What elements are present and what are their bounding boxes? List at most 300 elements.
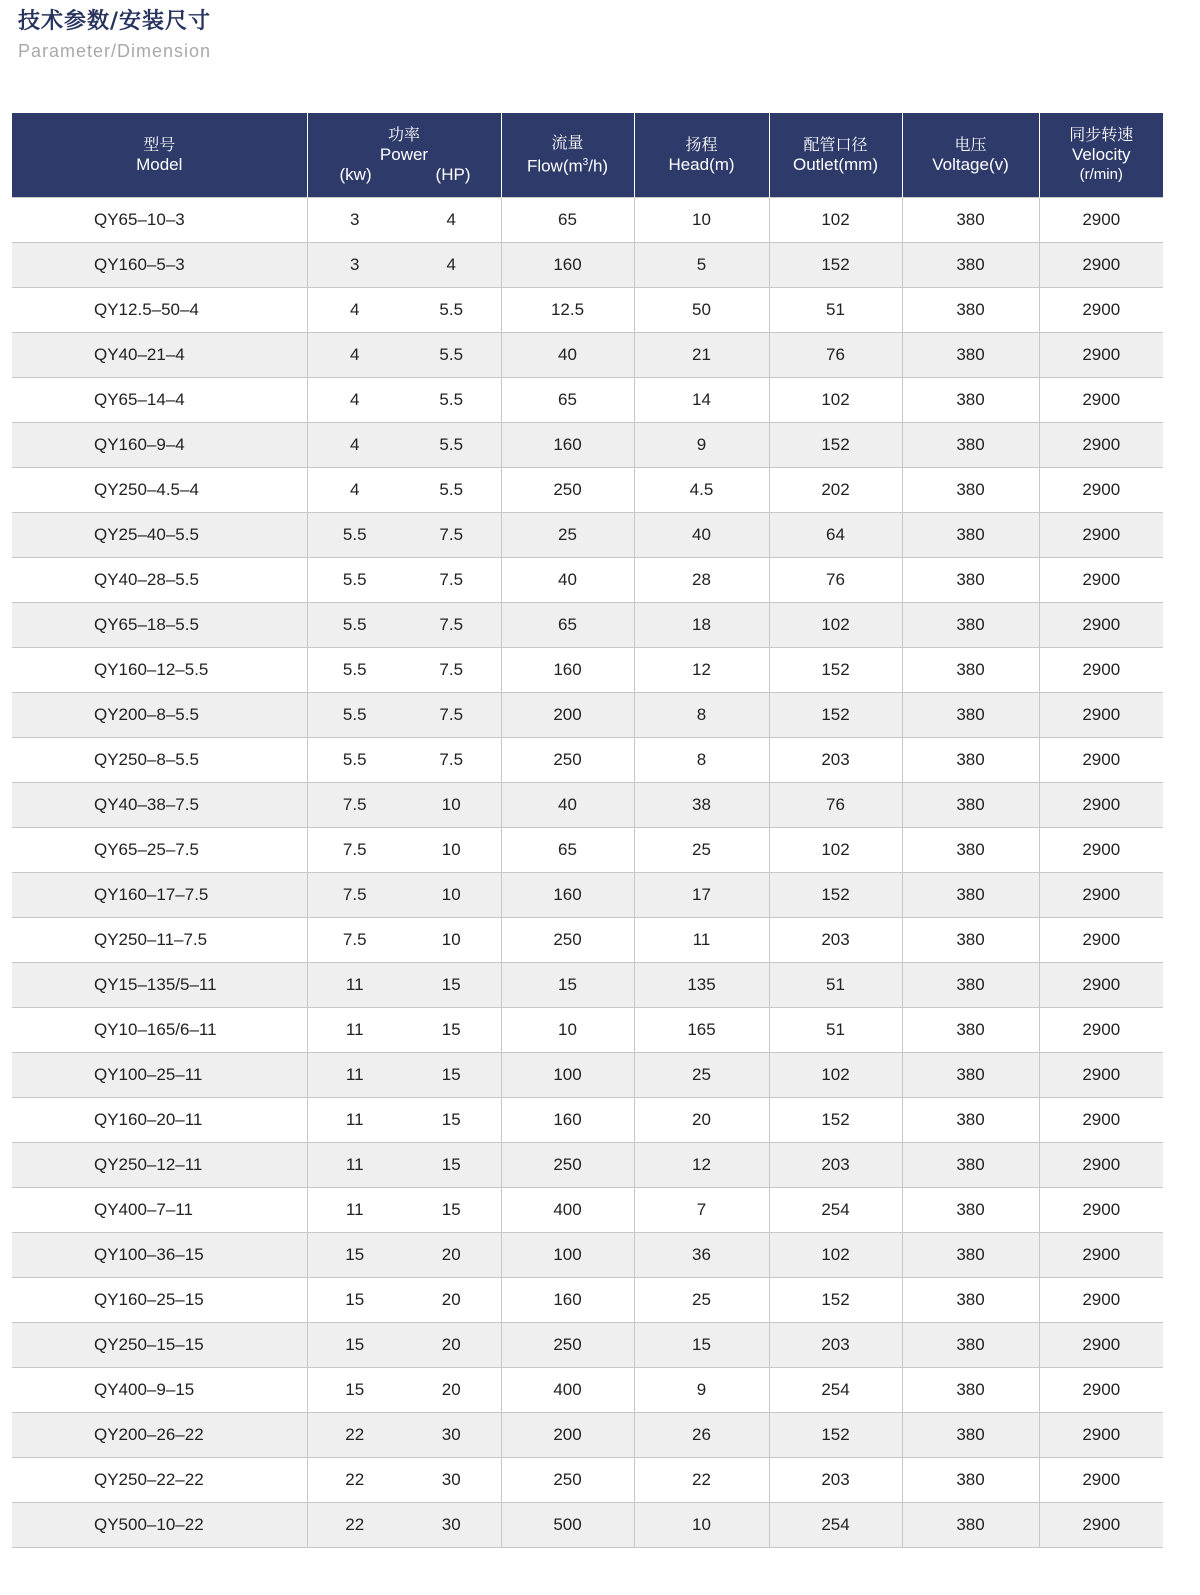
- cell-power-kw: 5.5: [307, 558, 402, 603]
- cell-power-hp: 10: [402, 873, 501, 918]
- cell-voltage: 380: [902, 603, 1039, 648]
- cell-outlet: 152: [769, 693, 902, 738]
- table-row: [12, 243, 1163, 288]
- cell-model: QY250–8–5.5: [12, 738, 307, 783]
- cell-flow: 160: [501, 1098, 634, 1143]
- cell-flow: 65: [501, 198, 634, 243]
- cell-power-kw: 22: [307, 1503, 402, 1548]
- cell-head: 11: [634, 918, 769, 963]
- table-row: [12, 333, 1163, 378]
- cell-model: QY40–38–7.5: [12, 783, 307, 828]
- cell-velocity: 2900: [1039, 828, 1163, 873]
- cell-voltage: 380: [902, 1368, 1039, 1413]
- cell-outlet: 51: [769, 288, 902, 333]
- table-row: [12, 1098, 1163, 1143]
- cell-flow: 400: [501, 1188, 634, 1233]
- cell-voltage: 380: [902, 1503, 1039, 1548]
- cell-head: 7: [634, 1188, 769, 1233]
- cell-velocity: 2900: [1039, 513, 1163, 558]
- cell-power-hp: 30: [402, 1503, 501, 1548]
- table-row: [12, 378, 1163, 423]
- cell-voltage: 380: [902, 918, 1039, 963]
- cell-velocity: 2900: [1039, 603, 1163, 648]
- table-row: [12, 1458, 1163, 1503]
- cell-outlet: 76: [769, 333, 902, 378]
- cell-outlet: 152: [769, 648, 902, 693]
- cell-outlet: 203: [769, 1458, 902, 1503]
- cell-power-kw: 11: [307, 1098, 402, 1143]
- cell-model: QY160–17–7.5: [12, 873, 307, 918]
- cell-power-kw: 3: [307, 243, 402, 288]
- cell-voltage: 380: [902, 1008, 1039, 1053]
- cell-power-hp: 20: [402, 1233, 501, 1278]
- cell-outlet: 152: [769, 1098, 902, 1143]
- cell-velocity: 2900: [1039, 1458, 1163, 1503]
- cell-voltage: 380: [902, 1188, 1039, 1233]
- cell-voltage: 380: [902, 378, 1039, 423]
- header-voltage: [902, 113, 1039, 198]
- cell-voltage: 380: [902, 783, 1039, 828]
- cell-voltage: 380: [902, 243, 1039, 288]
- table-row: [12, 1233, 1163, 1278]
- cell-power-kw: 5.5: [307, 603, 402, 648]
- cell-model: QY100–25–11: [12, 1053, 307, 1098]
- table-row: [12, 1008, 1163, 1053]
- cell-velocity: 2900: [1039, 423, 1163, 468]
- cell-model: QY65–18–5.5: [12, 603, 307, 648]
- cell-power-hp: 15: [402, 1008, 501, 1053]
- cell-power-kw: 4: [307, 288, 402, 333]
- cell-power-kw: 11: [307, 1008, 402, 1053]
- cell-model: QY40–21–4: [12, 333, 307, 378]
- cell-outlet: 152: [769, 873, 902, 918]
- cell-velocity: 2900: [1039, 558, 1163, 603]
- header-power-cn: 功率: [387, 125, 420, 144]
- cell-flow: 250: [501, 918, 634, 963]
- header-velocity-en: Velocity: [1071, 145, 1131, 164]
- cell-velocity: 2900: [1039, 1503, 1163, 1548]
- cell-model: QY12.5–50–4: [12, 288, 307, 333]
- table-row: [12, 1143, 1163, 1188]
- cell-velocity: 2900: [1039, 693, 1163, 738]
- table-row: [12, 603, 1163, 648]
- header-model: [12, 113, 307, 198]
- cell-power-hp: 10: [402, 828, 501, 873]
- header-velocity-unit: (r/min): [1079, 166, 1123, 183]
- cell-power-hp: 15: [402, 1053, 501, 1098]
- cell-model: QY200–26–22: [12, 1413, 307, 1458]
- cell-voltage: 380: [902, 738, 1039, 783]
- cell-power-hp: 30: [402, 1458, 501, 1503]
- cell-power-hp: 15: [402, 963, 501, 1008]
- cell-outlet: 76: [769, 558, 902, 603]
- cell-power-hp: 20: [402, 1368, 501, 1413]
- cell-voltage: 380: [902, 693, 1039, 738]
- cell-model: QY160–20–11: [12, 1098, 307, 1143]
- cell-outlet: 202: [769, 468, 902, 513]
- header-outlet: [769, 113, 902, 198]
- cell-outlet: 102: [769, 378, 902, 423]
- cell-power-hp: 4: [402, 198, 501, 243]
- cell-flow: 15: [501, 963, 634, 1008]
- cell-velocity: 2900: [1039, 873, 1163, 918]
- cell-flow: 160: [501, 648, 634, 693]
- cell-flow: 25: [501, 513, 634, 558]
- cell-model: QY65–10–3: [12, 198, 307, 243]
- header-voltage-en: Voltage(v): [932, 155, 1009, 174]
- cell-head: 28: [634, 558, 769, 603]
- header-flow-cn: 流量: [551, 133, 584, 153]
- cell-head: 9: [634, 423, 769, 468]
- cell-voltage: 380: [902, 333, 1039, 378]
- cell-outlet: 152: [769, 243, 902, 288]
- cell-power-kw: 5.5: [307, 648, 402, 693]
- cell-power-kw: 15: [307, 1368, 402, 1413]
- cell-voltage: 380: [902, 513, 1039, 558]
- header-power-unit-hp: (HP): [435, 165, 471, 184]
- cell-flow: 160: [501, 873, 634, 918]
- table-body: [12, 198, 1163, 1548]
- parameter-table: [12, 113, 1163, 1548]
- header-velocity-cn: 同步转速: [1069, 125, 1134, 144]
- cell-outlet: 254: [769, 1503, 902, 1548]
- cell-head: 165: [634, 1008, 769, 1053]
- cell-model: QY10–165/6–11: [12, 1008, 307, 1053]
- cell-outlet: 102: [769, 1233, 902, 1278]
- cell-head: 26: [634, 1413, 769, 1458]
- cell-outlet: 254: [769, 1188, 902, 1233]
- cell-head: 135: [634, 963, 769, 1008]
- cell-flow: 160: [501, 1278, 634, 1323]
- cell-flow: 500: [501, 1503, 634, 1548]
- cell-velocity: 2900: [1039, 648, 1163, 693]
- cell-power-kw: 5.5: [307, 693, 402, 738]
- cell-power-hp: 15: [402, 1098, 501, 1143]
- cell-velocity: 2900: [1039, 1053, 1163, 1098]
- cell-velocity: 2900: [1039, 783, 1163, 828]
- cell-outlet: 102: [769, 198, 902, 243]
- cell-power-kw: 4: [307, 468, 402, 513]
- cell-outlet: 152: [769, 1413, 902, 1458]
- cell-model: QY500–10–22: [12, 1503, 307, 1548]
- cell-head: 38: [634, 783, 769, 828]
- header-voltage-cn: 电压: [954, 135, 987, 154]
- cell-power-hp: 20: [402, 1323, 501, 1368]
- cell-model: QY250–11–7.5: [12, 918, 307, 963]
- table-row: [12, 783, 1163, 828]
- cell-head: 21: [634, 333, 769, 378]
- cell-voltage: 380: [902, 1143, 1039, 1188]
- cell-power-hp: 5.5: [402, 288, 501, 333]
- table-row: [12, 558, 1163, 603]
- cell-head: 22: [634, 1458, 769, 1503]
- cell-velocity: 2900: [1039, 918, 1163, 963]
- cell-velocity: 2900: [1039, 243, 1163, 288]
- cell-velocity: 2900: [1039, 288, 1163, 333]
- cell-power-hp: 15: [402, 1143, 501, 1188]
- cell-velocity: 2900: [1039, 963, 1163, 1008]
- cell-head: 18: [634, 603, 769, 648]
- cell-flow: 65: [501, 378, 634, 423]
- cell-power-hp: 15: [402, 1188, 501, 1233]
- cell-model: QY100–36–15: [12, 1233, 307, 1278]
- cell-model: QY15–135/5–11: [12, 963, 307, 1008]
- cell-power-kw: 15: [307, 1233, 402, 1278]
- cell-power-kw: 22: [307, 1458, 402, 1503]
- cell-flow: 40: [501, 558, 634, 603]
- cell-head: 40: [634, 513, 769, 558]
- cell-outlet: 203: [769, 918, 902, 963]
- cell-head: 36: [634, 1233, 769, 1278]
- cell-voltage: 380: [902, 1233, 1039, 1278]
- cell-head: 10: [634, 198, 769, 243]
- table-row: [12, 1368, 1163, 1413]
- cell-voltage: 380: [902, 288, 1039, 333]
- cell-model: QY160–12–5.5: [12, 648, 307, 693]
- header-head-en: Head(m): [668, 155, 735, 174]
- cell-power-kw: 7.5: [307, 783, 402, 828]
- cell-voltage: 380: [902, 1413, 1039, 1458]
- cell-power-kw: 4: [307, 423, 402, 468]
- cell-head: 12: [634, 648, 769, 693]
- table-row: [12, 918, 1163, 963]
- table-row: [12, 963, 1163, 1008]
- cell-power-hp: 10: [402, 783, 501, 828]
- cell-model: QY65–25–7.5: [12, 828, 307, 873]
- cell-head: 9: [634, 1368, 769, 1413]
- cell-velocity: 2900: [1039, 378, 1163, 423]
- cell-power-kw: 15: [307, 1278, 402, 1323]
- header-flow-en-prefix: Flow(m: [526, 156, 583, 176]
- cell-outlet: 51: [769, 963, 902, 1008]
- cell-velocity: 2900: [1039, 1143, 1163, 1188]
- cell-power-hp: 20: [402, 1278, 501, 1323]
- cell-velocity: 2900: [1039, 1323, 1163, 1368]
- cell-flow: 400: [501, 1368, 634, 1413]
- cell-voltage: 380: [902, 468, 1039, 513]
- cell-head: 50: [634, 288, 769, 333]
- cell-head: 8: [634, 693, 769, 738]
- cell-model: QY65–14–4: [12, 378, 307, 423]
- cell-model: QY160–5–3: [12, 243, 307, 288]
- table-row: [12, 1053, 1163, 1098]
- cell-outlet: 203: [769, 1323, 902, 1368]
- cell-power-hp: 5.5: [402, 333, 501, 378]
- table-row: [12, 873, 1163, 918]
- cell-flow: 100: [501, 1053, 634, 1098]
- cell-power-kw: 3: [307, 198, 402, 243]
- table-row: [12, 828, 1163, 873]
- cell-velocity: 2900: [1039, 738, 1163, 783]
- cell-power-hp: 5.5: [402, 468, 501, 513]
- cell-flow: 250: [501, 1323, 634, 1368]
- cell-power-kw: 11: [307, 1143, 402, 1188]
- cell-velocity: 2900: [1039, 1368, 1163, 1413]
- cell-head: 12: [634, 1143, 769, 1188]
- cell-flow: 40: [501, 333, 634, 378]
- cell-outlet: 102: [769, 1053, 902, 1098]
- cell-flow: 12.5: [501, 288, 634, 333]
- cell-flow: 250: [501, 1143, 634, 1188]
- page-subtitle: Parameter/Dimension: [18, 41, 212, 61]
- table-row: [12, 1323, 1163, 1368]
- cell-flow: 250: [501, 468, 634, 513]
- cell-power-kw: 7.5: [307, 828, 402, 873]
- cell-power-kw: 15: [307, 1323, 402, 1368]
- cell-voltage: 380: [902, 1323, 1039, 1368]
- cell-flow: 100: [501, 1233, 634, 1278]
- cell-voltage: 380: [902, 198, 1039, 243]
- table-row: [12, 198, 1163, 243]
- cell-power-kw: 11: [307, 1188, 402, 1233]
- cell-flow: 65: [501, 828, 634, 873]
- cell-head: 5: [634, 243, 769, 288]
- header-outlet-cn: 配管口径: [803, 135, 868, 154]
- cell-voltage: 380: [902, 558, 1039, 603]
- cell-power-kw: 5.5: [307, 513, 402, 558]
- cell-model: QY160–25–15: [12, 1278, 307, 1323]
- cell-power-kw: 4: [307, 378, 402, 423]
- cell-outlet: 203: [769, 1143, 902, 1188]
- cell-power-hp: 7.5: [402, 558, 501, 603]
- cell-voltage: 380: [902, 873, 1039, 918]
- cell-velocity: 2900: [1039, 198, 1163, 243]
- cell-power-kw: 22: [307, 1413, 402, 1458]
- cell-power-hp: 7.5: [402, 693, 501, 738]
- cell-power-kw: 7.5: [307, 873, 402, 918]
- cell-voltage: 380: [902, 1458, 1039, 1503]
- cell-power-hp: 7.5: [402, 738, 501, 783]
- header-power-unit-kw: (kw): [339, 165, 372, 184]
- cell-outlet: 203: [769, 738, 902, 783]
- cell-flow: 250: [501, 1458, 634, 1503]
- cell-head: 25: [634, 1278, 769, 1323]
- cell-voltage: 380: [902, 1278, 1039, 1323]
- cell-outlet: 254: [769, 1368, 902, 1413]
- cell-outlet: 51: [769, 1008, 902, 1053]
- cell-outlet: 152: [769, 423, 902, 468]
- cell-voltage: 380: [902, 1098, 1039, 1143]
- cell-velocity: 2900: [1039, 1008, 1163, 1053]
- cell-power-hp: 5.5: [402, 423, 501, 468]
- cell-velocity: 2900: [1039, 1233, 1163, 1278]
- cell-flow: 10: [501, 1008, 634, 1053]
- cell-model: QY400–7–11: [12, 1188, 307, 1233]
- cell-flow: 65: [501, 603, 634, 648]
- cell-head: 15: [634, 1323, 769, 1368]
- cell-voltage: 380: [902, 1053, 1039, 1098]
- cell-flow: 40: [501, 783, 634, 828]
- cell-velocity: 2900: [1039, 333, 1163, 378]
- table-row: [12, 1278, 1163, 1323]
- cell-flow: 160: [501, 243, 634, 288]
- table-row: [12, 288, 1163, 333]
- table-row: [12, 1413, 1163, 1458]
- cell-flow: 200: [501, 693, 634, 738]
- cell-model: QY200–8–5.5: [12, 693, 307, 738]
- cell-flow: 250: [501, 738, 634, 783]
- page-title: 技术参数/安装尺寸: [18, 9, 212, 34]
- header-flow-en-sup: 3: [582, 157, 589, 169]
- cell-head: 17: [634, 873, 769, 918]
- table-row: [12, 1188, 1163, 1233]
- cell-velocity: 2900: [1039, 1413, 1163, 1458]
- cell-model: QY250–15–15: [12, 1323, 307, 1368]
- cell-flow: 200: [501, 1413, 634, 1458]
- cell-power-hp: 7.5: [402, 648, 501, 693]
- header-flow-en: [502, 153, 634, 177]
- cell-outlet: 152: [769, 1278, 902, 1323]
- cell-head: 20: [634, 1098, 769, 1143]
- header-power: [307, 113, 501, 198]
- cell-head: 25: [634, 1053, 769, 1098]
- table-row: [12, 1503, 1163, 1548]
- table-header: [12, 113, 1163, 198]
- cell-flow: 160: [501, 423, 634, 468]
- cell-power-hp: 4: [402, 243, 501, 288]
- cell-velocity: 2900: [1039, 1098, 1163, 1143]
- cell-power-kw: 11: [307, 963, 402, 1008]
- cell-head: 8: [634, 738, 769, 783]
- cell-power-hp: 7.5: [402, 513, 501, 558]
- cell-model: QY400–9–15: [12, 1368, 307, 1413]
- cell-model: QY250–22–22: [12, 1458, 307, 1503]
- cell-power-kw: 5.5: [307, 738, 402, 783]
- header-head: [634, 113, 769, 198]
- header-head-cn: 扬程: [685, 135, 718, 154]
- cell-model: QY250–12–11: [12, 1143, 307, 1188]
- header-flow: [501, 113, 634, 198]
- table-row: [12, 693, 1163, 738]
- table-row: [12, 468, 1163, 513]
- header-outlet-en: Outlet(mm): [793, 155, 878, 174]
- cell-model: QY25–40–5.5: [12, 513, 307, 558]
- cell-head: 25: [634, 828, 769, 873]
- cell-power-kw: 7.5: [307, 918, 402, 963]
- cell-velocity: 2900: [1039, 468, 1163, 513]
- cell-head: 10: [634, 1503, 769, 1548]
- header-model-en: Model: [136, 155, 183, 174]
- cell-power-hp: 7.5: [402, 603, 501, 648]
- header-model-cn: 型号: [143, 135, 176, 154]
- cell-power-hp: 5.5: [402, 378, 501, 423]
- header-power-en: Power: [379, 145, 429, 164]
- cell-outlet: 76: [769, 783, 902, 828]
- cell-voltage: 380: [902, 423, 1039, 468]
- cell-model: QY40–28–5.5: [12, 558, 307, 603]
- cell-voltage: 380: [902, 828, 1039, 873]
- cell-velocity: 2900: [1039, 1188, 1163, 1233]
- cell-power-hp: 10: [402, 918, 501, 963]
- cell-velocity: 2900: [1039, 1278, 1163, 1323]
- cell-power-hp: 30: [402, 1413, 501, 1458]
- header-flow-en-suffix: /h): [588, 156, 609, 176]
- cell-outlet: 64: [769, 513, 902, 558]
- cell-outlet: 102: [769, 603, 902, 648]
- cell-voltage: 380: [902, 963, 1039, 1008]
- cell-power-kw: 4: [307, 333, 402, 378]
- cell-outlet: 102: [769, 828, 902, 873]
- cell-power-kw: 11: [307, 1053, 402, 1098]
- table-row: [12, 423, 1163, 468]
- cell-model: QY250–4.5–4: [12, 468, 307, 513]
- table-row: [12, 738, 1163, 783]
- cell-head: 4.5: [634, 468, 769, 513]
- header-velocity: [1039, 113, 1163, 198]
- table-row: [12, 648, 1163, 693]
- table-row: [12, 513, 1163, 558]
- cell-model: QY160–9–4: [12, 423, 307, 468]
